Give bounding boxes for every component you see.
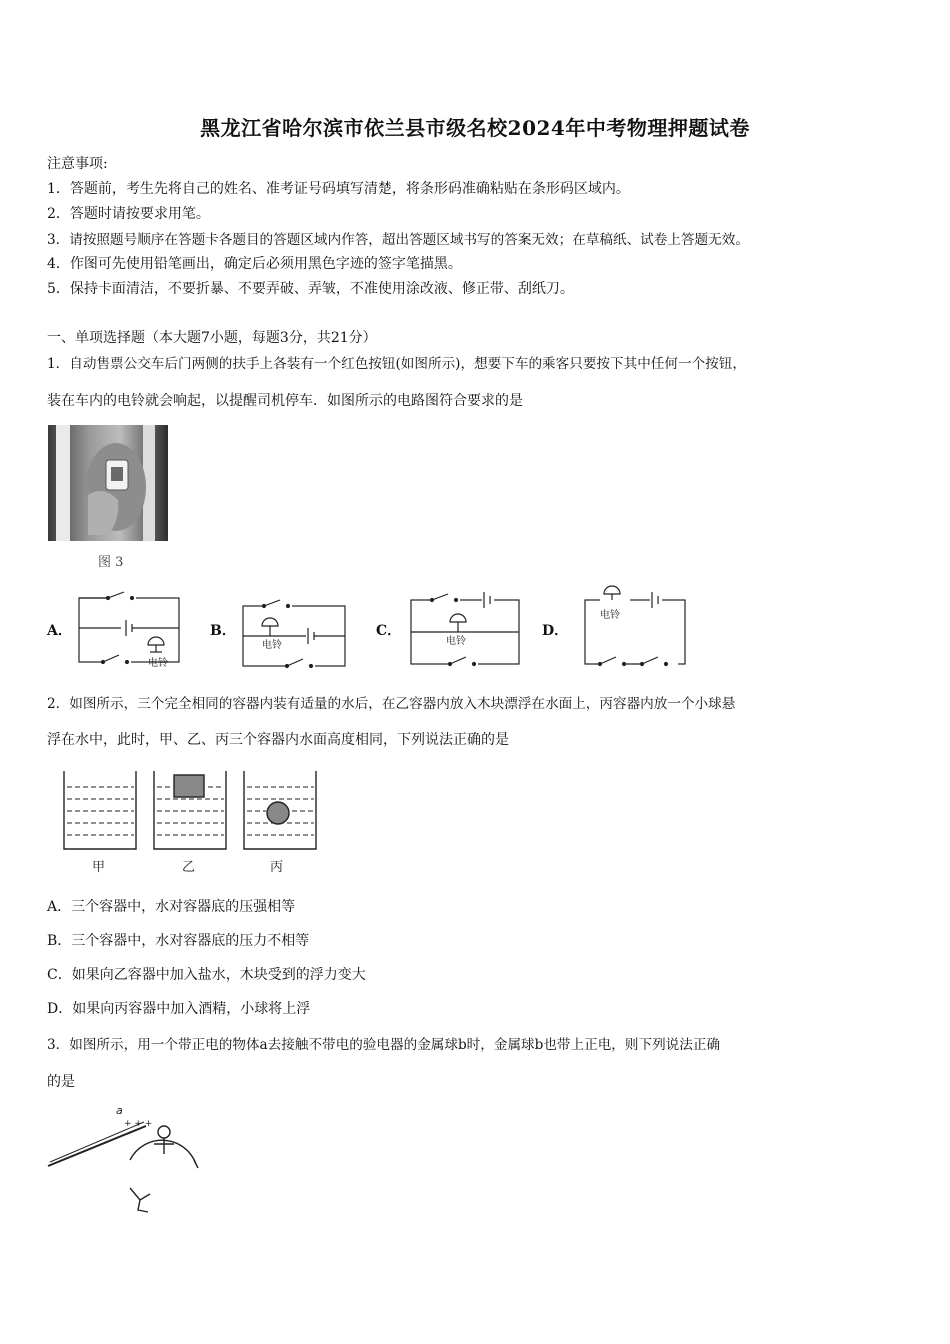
small-ball — [267, 802, 289, 824]
option-label: D． — [542, 623, 569, 639]
option-label: B． — [210, 623, 236, 639]
bell-label: 电铃 — [446, 636, 466, 647]
section-heading: 一、单项选择题（本大题7小题，每题3分，共21分） — [47, 330, 377, 346]
option-label: A． — [47, 623, 72, 639]
page-title: 黑龙江省哈尔滨市依兰县市级名校2024年中考物理押题试卷 — [200, 116, 750, 140]
notice-item: 5．保持卡面清洁，不要折暴、不要弄破、弄皱，不准使用涂改液、修正带、刮纸刀。 — [47, 281, 574, 297]
container-yi — [154, 771, 226, 849]
electroscope-figure — [46, 1102, 206, 1222]
question-2-text: 浮在水中，此时，甲、乙、丙三个容器内水面高度相同，下列说法正确的是 — [47, 732, 509, 748]
label-a: a — [116, 1104, 123, 1117]
answer-option: B．三个容器中，水对容器底的压力不相等 — [47, 933, 310, 949]
circuit-diagram-a — [76, 590, 186, 676]
question-1-text: 装在车内的电铃就会响起，以提醒司机停车．如图所示的电路图符合要求的是 — [47, 393, 523, 409]
bell-label: 电铃 — [600, 610, 620, 621]
question-2-text: 2．如图所示，三个完全相同的容器内装有适量的水后，在乙容器内放入木块漂浮在水面上，丙容器内放一个小球悬 — [47, 696, 736, 712]
container-jia — [64, 771, 136, 849]
photo-caption: 图 3 — [98, 555, 124, 570]
question-1-text: 1．自动售票公交车后门两侧的扶手上各装有一个红色按钮(如图所示)，想要下车的乘客只要按下其中任何一个按钮， — [47, 356, 746, 372]
notice-item: 2．答题时请按要求用笔。 — [47, 206, 210, 222]
answer-option: A．三个容器中，水对容器底的压强相等 — [47, 899, 296, 915]
circuit-diagram-d — [580, 580, 690, 674]
question-3-text: 的是 — [47, 1074, 75, 1090]
container-bing — [244, 771, 316, 849]
bell-label: 电铃 — [148, 658, 168, 669]
container-label: 丙 — [270, 860, 284, 875]
answer-option: C．如果向乙容器中加入盐水，木块受到的浮力变大 — [47, 967, 366, 983]
notice-item: 1．答题前，考生先将自己的姓名、准考证号码填写清楚，将条形码准确粘贴在条形码区域内。 — [47, 181, 630, 197]
container-label: 甲 — [92, 860, 106, 875]
circuit-diagram-b — [240, 598, 350, 674]
wood-block — [174, 775, 204, 797]
container-label: 乙 — [182, 860, 196, 875]
notice-item: 3．请按照题号顺序在答题卡各题目的答题区域内作答，超出答题区域书写的答案无效；在草稿纸、试卷上答题无效。 — [47, 232, 749, 248]
circuit-diagram-c — [408, 588, 524, 674]
notice-item: 4．作图可先使用铅笔画出，确定后必须用黑色字迹的签字笔描黑。 — [47, 256, 462, 272]
bell-label: 电铃 — [262, 640, 282, 651]
charge-signs: + + + — [124, 1119, 153, 1129]
bus-button-photo — [48, 425, 168, 541]
answer-option: D．如果向丙容器中加入酒精，小球将上浮 — [47, 1001, 311, 1017]
option-label: C． — [376, 623, 402, 639]
question-3-text: 3．如图所示，用一个带正电的物体a去接触不带电的验电器的金属球b时，金属球b也带上正电，则下列说法正确 — [47, 1037, 721, 1053]
water-containers-figure — [58, 765, 328, 881]
notice-heading: 注意事项: — [47, 156, 108, 172]
